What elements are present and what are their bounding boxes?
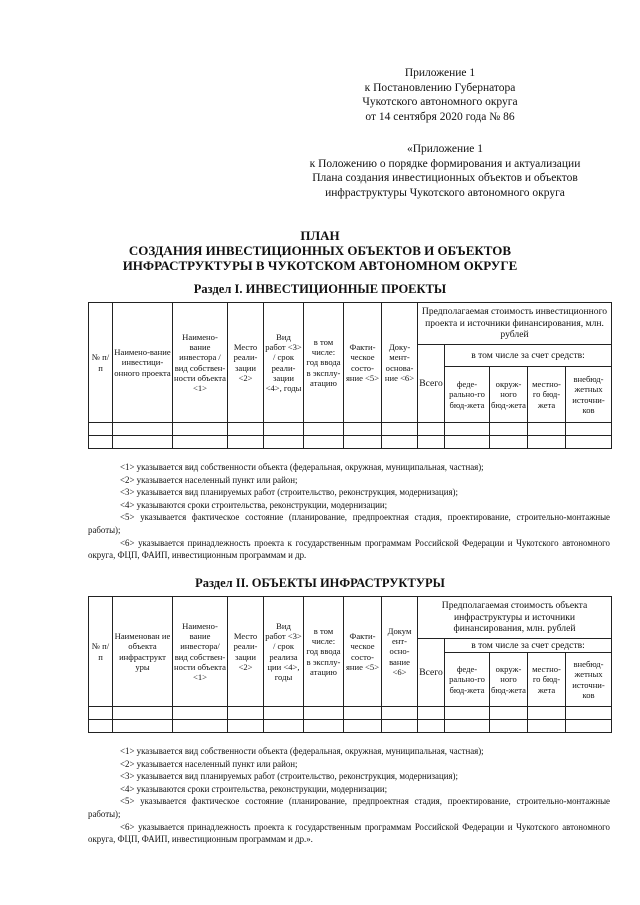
table-row bbox=[89, 720, 612, 733]
col-header-federal: феде-рально-го бюд-жета bbox=[445, 367, 490, 423]
footnote: <4> указываются сроки строительства, реконструкции, модернизации; bbox=[120, 499, 388, 510]
decree-header-line: от 14 сентября 2020 года № 86 bbox=[365, 110, 515, 123]
col-header-place: Место реали-зации <2> bbox=[228, 303, 264, 423]
plan-title-line: ИНФРАСТРУКТУРЫ В ЧУКОТСКОМ АВТОНОМНОМ ОКРУГЕ bbox=[122, 258, 518, 273]
footnote: <1> указывается вид собственности объекта (федеральная, окружная, муниципальная, частная); bbox=[120, 462, 484, 472]
col-header-extrabudget: внебюд-жетных источни-ков bbox=[566, 653, 612, 707]
col-header-local: местно-го бюд-жета bbox=[528, 367, 566, 423]
decree-header bbox=[300, 66, 580, 124]
col-header-basis-document: Докум ент-осно-вание <6> bbox=[382, 597, 418, 707]
col-header-cost: Предполагаемая стоимость инвестиционного проекта и источники финансирования, млн. рублей bbox=[418, 303, 612, 345]
footnote: <1> указывается вид собственности объекта (федеральная, окружная, муниципальная, частная); bbox=[120, 746, 484, 756]
col-header-commission-year: в том числе: год ввода в эксплу-атацию bbox=[304, 303, 344, 423]
col-header-commission-year: в том числе: год ввода в эксплу-атацию bbox=[304, 597, 344, 707]
footnote: <4> указываются сроки строительства, реконструкции, модернизации; bbox=[120, 783, 388, 794]
col-header-place: Место реали-зации <2> bbox=[228, 597, 264, 707]
footnote: <3> указывается вид планируемых работ (строительство, реконструкция, модернизация); bbox=[120, 487, 458, 498]
decree-header-line: к Постановлению Губернатора bbox=[364, 81, 516, 94]
investment-projects-table bbox=[88, 302, 612, 449]
col-header-federal: феде-рально-го бюд-жета bbox=[445, 653, 490, 707]
footnote: <3> указывается вид планируемых работ (строительство, реконструкция, модернизация); bbox=[120, 771, 458, 782]
footnote: <6> указывается принадлежность проекта к государственным программам Российской Федерации и Чукотского автономного округа, ФЦП, ФАИП, инвестиционным программам и др.». bbox=[88, 821, 610, 845]
footnote: <6> указывается принадлежность проекта к государственным программам Российской Федерации и Чукотского автономного округа, ФЦП, ФАИП, инвестиционным программам и др. bbox=[88, 537, 610, 561]
col-header-number: № п/п bbox=[89, 597, 113, 707]
table-row bbox=[89, 423, 612, 436]
col-header-total: Всего bbox=[418, 345, 445, 423]
col-header-sources: в том числе за счет средств: bbox=[445, 345, 612, 367]
appendix-header-line: Плана создания инвестиционных объектов и объектов bbox=[312, 172, 578, 184]
col-header-works: Вид работ <3> / срок реализа ции <4>, годы bbox=[264, 597, 304, 707]
footnote: <5> указывается фактическое состояние (планирование, предпроектная стадия, проектирование, строительно-монтажные работы); bbox=[88, 512, 610, 535]
col-header-number: № п/п bbox=[89, 303, 113, 423]
col-header-investor: Наимено-вание инвестора / вид собствен-ности объекта <1> bbox=[173, 303, 228, 423]
plan-title-line: ПЛАН bbox=[300, 228, 340, 243]
col-header-investor: Наимено-вание инвестора/ вид собствен-ности объекта <1> bbox=[173, 597, 228, 707]
plan-title-line: СОЗДАНИЯ ИНВЕСТИЦИОННЫХ ОБЪЕКТОВ И ОБЪЕКТОВ bbox=[128, 243, 512, 258]
decree-header-line: Чукотского автономного округа bbox=[362, 96, 518, 108]
col-header-state: Факти-ческое состо-яние <5> bbox=[344, 597, 382, 707]
col-header-sources: в том числе за счет средств: bbox=[445, 639, 612, 653]
col-header-extrabudget: внебюд-жетных источни-ков bbox=[566, 367, 612, 423]
col-header-total: Всего bbox=[418, 639, 445, 707]
col-header-district: окруж-ного бюд-жета bbox=[490, 367, 528, 423]
col-header-state: Факти-ческое состо-яние <5> bbox=[344, 303, 382, 423]
appendix-header-line: «Приложение 1 bbox=[406, 143, 484, 155]
infrastructure-objects-table bbox=[88, 596, 612, 733]
col-header-local: местно-го бюд-жета bbox=[528, 653, 566, 707]
col-header-basis-document: Доку-мент-основа-ние <6> bbox=[382, 303, 418, 423]
section-1-footnotes bbox=[88, 461, 610, 562]
section-2-title: Раздел II. ОБЪЕКТЫ ИНФРАСТРУКТУРЫ bbox=[195, 576, 445, 590]
footnote: <5> указывается фактическое состояние (планирование, предпроектная стадия, проектирование, строительно-монтажные работы); bbox=[88, 796, 610, 819]
plan-title bbox=[0, 228, 640, 273]
col-header-works: Вид работ <3> / срок реали-зации <4>, годы bbox=[264, 303, 304, 423]
table-row bbox=[89, 436, 612, 449]
table-row bbox=[89, 707, 612, 720]
footnote: <2> указывается населенный пункт или район; bbox=[120, 474, 298, 485]
col-header-project-name: Наимено-вание инвестици-онного проекта bbox=[113, 303, 173, 423]
decree-header-line: Приложение 1 bbox=[404, 67, 476, 79]
appendix-header-line: к Положению о порядке формирования и актуализации bbox=[309, 157, 581, 170]
section-2-footnotes bbox=[88, 745, 610, 846]
footnote: <2> указывается населенный пункт или район; bbox=[120, 758, 298, 769]
col-header-object-name: Наименован ие объекта инфраструкт уры bbox=[113, 597, 173, 707]
appendix-header bbox=[250, 142, 640, 200]
col-header-cost: Предполагаемая стоимость объекта инфраструктуры и источники финансирования, млн. рублей bbox=[418, 597, 612, 639]
col-header-district: окруж-ного бюд-жета bbox=[490, 653, 528, 707]
appendix-header-line: инфраструктуры Чукотского автономного округа bbox=[325, 186, 565, 199]
section-1-title: Раздел I. ИНВЕСТИЦИОННЫЕ ПРОЕКТЫ bbox=[193, 282, 447, 296]
